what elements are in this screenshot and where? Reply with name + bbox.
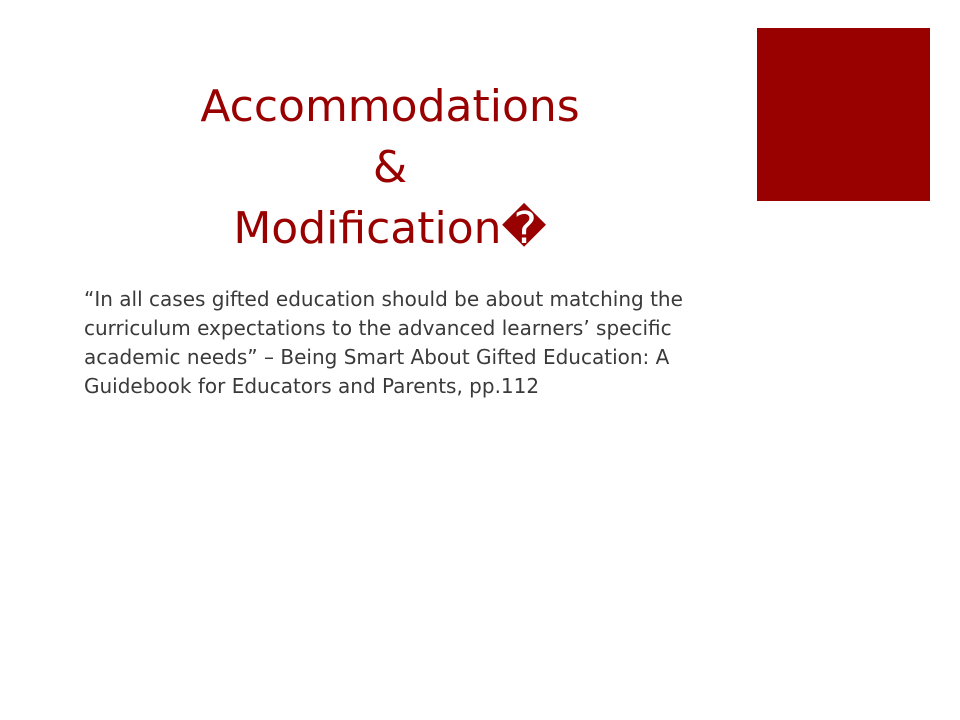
accent-square [757,28,930,201]
slide-title [150,76,630,259]
title-line-1: Accommodations [200,81,580,132]
quote-text: “In all cases gifted education should be about matching the curriculum expectations to the advanced learners’ specific academic needs” – Being Smart About Gifted Education: A Guidebook for Educators and Parents, pp.112 [84,287,683,398]
title-line-2: & [372,142,408,193]
title-line-3: Modification� [233,203,547,254]
